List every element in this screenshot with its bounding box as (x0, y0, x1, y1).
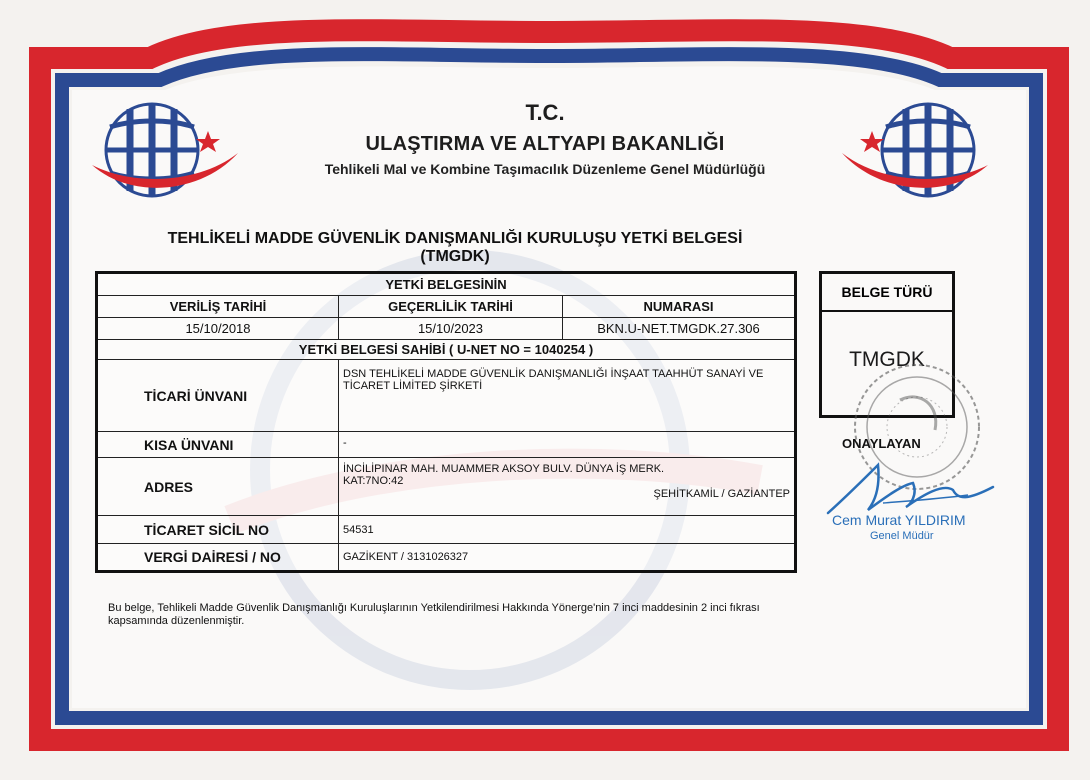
column-header-issue-date: VERİLİŞ TARİHİ (97, 296, 339, 318)
trade-registry-label: TİCARET SİCİL NO (97, 516, 339, 544)
column-header-number: NUMARASI (563, 296, 796, 318)
signer-name: Cem Murat YILDIRIM (832, 512, 966, 528)
document-title-line1: TEHLİKELİ MADDE GÜVENLİK DANIŞMANLIĞI KURULUŞU YETKİ BELGESİ (167, 230, 743, 247)
address-label: ADRES (97, 458, 339, 516)
document-title-line2: (TMGDK) (420, 248, 490, 265)
address-cell (339, 458, 796, 516)
issue-date-value: 15/10/2018 (97, 318, 339, 340)
header-tc: T.C. (525, 100, 565, 125)
document-type-header: BELGE TÜRÜ (822, 274, 952, 312)
directorate-name: Tehlikeli Mal ve Kombine Taşımacılık Düzenleme Genel Müdürlüğü (324, 161, 766, 177)
document-title (125, 230, 785, 266)
trade-name-label: TİCARİ ÜNVANI (97, 360, 339, 432)
address-value: İNCİLİPINAR MAH. MUAMMER AKSOY BULV. DÜNYA İŞ MERK. KAT:7NO:42 (343, 463, 665, 487)
tax-office-value: GAZİKENT / 3131026327 (339, 544, 796, 572)
certificate-section-title: YETKİ BELGESİNİN (97, 273, 796, 296)
holder-title: YETKİ BELGESİ SAHİBİ ( U-NET NO = 1040254 ) (97, 340, 796, 360)
tax-office-label: VERGİ DAİRESİ / NO (97, 544, 339, 572)
certificate-table (95, 271, 797, 573)
column-header-validity-date: GEÇERLİLİK TARİHİ (339, 296, 563, 318)
short-name-label: KISA ÜNVANI (97, 432, 339, 458)
legal-footnote: Bu belge, Tehlikeli Madde Güvenlik Danışmanlığı Kuruluşlarının Yetkilendirilmesi Hakkında Yönerge'nin 7 inci maddesinin 2 inci fıkrası kapsamında düzenlenmiştir. (108, 602, 760, 627)
trade-registry-value: 54531 (339, 516, 796, 544)
document-type-value: TMGDK (849, 348, 925, 371)
ministry-name: ULAŞTIRMA VE ALTYAPI BAKANLIĞI (365, 133, 725, 155)
validity-date-value: 15/10/2023 (339, 318, 563, 340)
certificate-number-value: BKN.U-NET.TMGDK.27.306 (563, 318, 796, 340)
address-city: ŞEHİTKAMİL / GAZİANTEP (653, 488, 790, 500)
approver-label: ONAYLAYAN (842, 436, 921, 451)
trade-name-value: DSN TEHLİKELİ MADDE GÜVENLİK DANIŞMANLIĞI İNŞAAT TAAHHÜT SANAYİ VE TİCARET LİMİTED ŞİRKETİ (339, 360, 796, 432)
short-name-value: - (339, 432, 796, 458)
signer-title: Genel Müdür (870, 530, 934, 542)
